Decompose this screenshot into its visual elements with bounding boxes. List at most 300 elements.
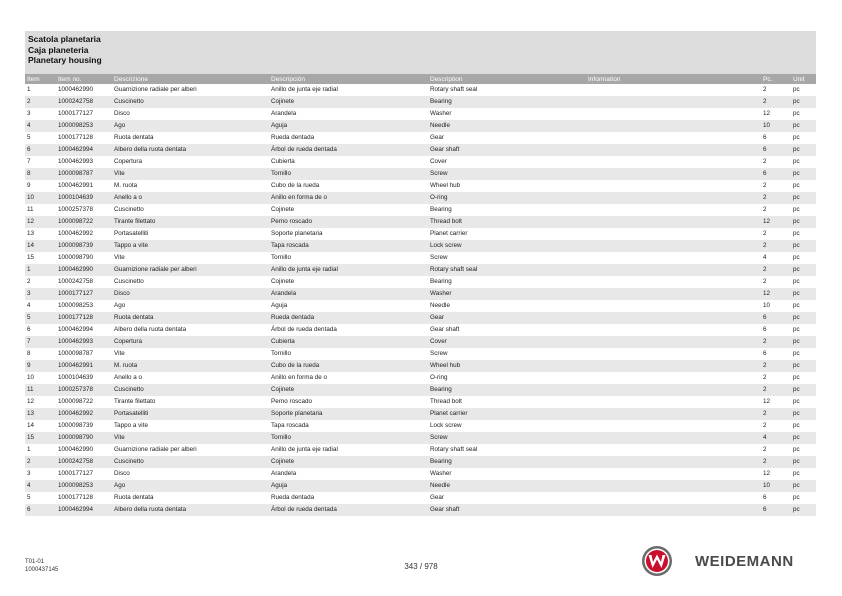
cell-description: Planet carrier [428,408,586,420]
table-row [25,360,816,372]
cell-pc: 2 [761,96,791,108]
cell-information [586,276,761,288]
cell-pc: 6 [763,350,767,357]
cell-descripcion: Tapa roscada [269,240,428,252]
cell-descrizione: Copertura [114,158,143,165]
cell-unit: pc [793,350,800,357]
cell-descrizione: Disco [114,470,130,477]
cell-descrizione: Vite [112,168,269,180]
cell-pc: 2 [763,374,767,381]
cell-description: Needle [428,120,586,132]
document-code-line1: T01-01 [25,559,45,565]
cell-descripcion: Perno roscado [269,216,428,228]
cell-unit: pc [793,302,800,309]
title-italian: Scatola planetaria [28,34,101,44]
cell-unit: pc [791,336,816,348]
cell-unit: pc [793,494,800,501]
cell-item-no: 1000177128 [56,312,112,324]
cell-pc: 2 [763,422,767,429]
cell-item-no: 1000098253 [56,120,112,132]
cell-pc: 2 [761,336,791,348]
cell-item: 1 [27,446,31,453]
cell-item: 8 [27,350,31,357]
cell-item-no: 1000098790 [56,432,112,444]
cell-pc: 10 [761,120,791,132]
cell-descrizione: Portasatelliti [112,408,269,420]
cell-item-no: 1000098722 [58,398,94,405]
cell-descripcion: Anillo en forma de o [271,374,328,381]
cell-description: Rotary shaft seal [428,264,586,276]
cell-information [586,252,761,264]
cell-descripcion: Tapa roscada [271,422,309,429]
cell-item-no: 1000177128 [58,134,94,141]
cell-information [586,84,761,96]
cell-description: Bearing [428,384,586,396]
title-spanish: Caja planeteria [28,44,89,55]
cell-item: 15 [27,254,35,261]
parts-table [25,74,816,516]
table-body [25,84,816,516]
cell-descripcion: Cubierta [269,336,428,348]
cell-descrizione: Albero della ruota dentata [112,504,269,516]
cell-descripcion: Cojinete [271,278,295,285]
cell-descrizione: Anello a o [112,192,269,204]
cell-unit: pc [791,264,816,276]
cell-information [586,336,761,348]
cell-descrizione: M. ruota [112,360,269,372]
cell-item: 1 [25,264,56,276]
cell-unit: pc [791,192,816,204]
cell-unit: pc [793,110,800,117]
table-row [25,264,816,276]
cell-item-no: 1000257378 [56,384,112,396]
cell-description: Bearing [430,206,452,213]
cell-unit: pc [791,240,816,252]
cell-unit: pc [793,326,800,333]
cell-item-no: 1000462992 [56,408,112,420]
cell-unit: pc [793,134,800,141]
cell-descripcion: Anillo de junta eje radial [271,446,338,453]
cell-information [586,228,761,240]
col-header-item: Item [25,74,56,84]
page-number: 343 / 978 [404,562,438,571]
cell-descrizione: M. ruota [114,182,138,189]
cell-descripcion: Cojinete [269,456,428,468]
table-row [25,468,816,480]
cell-description: Cover [430,158,447,165]
cell-description: Wheel hub [430,182,461,189]
table-row [25,156,816,168]
cell-unit: pc [793,446,800,453]
cell-descripcion: Arandela [271,470,297,477]
cell-item-no: 1000462990 [56,264,112,276]
cell-pc: 6 [763,494,767,501]
title-english: Planetary housing [28,55,102,65]
cell-information [586,144,761,156]
table-row [25,456,816,468]
cell-descrizione: Albero della ruota dentata [112,144,269,156]
cell-item-no: 1000242758 [56,96,112,108]
cell-descripcion: Cubo de la rueda [271,182,320,189]
cell-description: Screw [428,432,586,444]
table-row [25,120,816,132]
table-row [25,396,816,408]
cell-description: Screw [430,254,448,261]
cell-pc: 2 [761,384,791,396]
cell-item-no: 1000098253 [58,302,94,309]
cell-pc: 10 [761,480,791,492]
cell-descrizione: Disco [112,288,269,300]
cell-pc: 2 [761,192,791,204]
cell-description: Washer [430,110,452,117]
cell-descrizione: Ago [112,480,269,492]
cell-description: Cover [428,336,586,348]
cell-item: 4 [25,480,56,492]
cell-unit: pc [793,230,800,237]
document-code-line2: 1000437145 [25,566,59,573]
cell-item-no: 1000098739 [58,422,94,429]
cell-item-no: 1000462994 [56,144,112,156]
cell-descrizione: Cuscinetto [114,278,144,285]
cell-information [586,372,761,384]
cell-unit: pc [791,288,816,300]
cell-information [586,156,761,168]
col-header-item-no: Item no. [56,74,112,84]
table-row [25,276,816,288]
cell-description: O-ring [430,374,448,381]
cell-descripcion: Rueda dentada [269,312,428,324]
table-row [25,252,816,264]
cell-item: 15 [25,432,56,444]
cell-pc: 12 [763,470,771,477]
cell-item: 10 [27,374,35,381]
cell-descrizione: Cuscinetto [114,206,144,213]
col-header-information: Information [586,74,761,84]
cell-unit: pc [791,432,816,444]
cell-unit: pc [791,480,816,492]
table-row [25,420,816,432]
cell-descripcion: Cojinete [271,206,295,213]
cell-pc: 2 [763,182,767,189]
cell-pc: 2 [761,360,791,372]
table-row [25,96,816,108]
cell-descripcion: Árbol de rueda dentada [269,504,428,516]
cell-descrizione: Ruota dentata [114,494,154,501]
cell-information [586,324,761,336]
cell-item-no: 1000104639 [58,374,94,381]
cell-item-no: 1000098787 [58,350,94,357]
cell-item: 5 [25,312,56,324]
cell-information [586,492,761,504]
cell-unit: pc [793,206,800,213]
cell-descrizione: Tappo a vite [114,422,148,429]
table-row [25,348,816,360]
cell-descrizione: Ago [112,120,269,132]
cell-descripcion: Arandela [271,110,297,117]
cell-item-no: 1000177127 [58,470,94,477]
cell-item: 12 [25,216,56,228]
title-block [25,31,816,74]
cell-descripcion: Aguja [269,120,428,132]
table-row [25,312,816,324]
cell-pc: 12 [761,288,791,300]
cell-item-no: 1000242758 [56,456,112,468]
cell-information [586,204,761,216]
col-header-descrizione: Descrizione [112,74,269,84]
cell-description: O-ring [428,192,586,204]
cell-pc: 6 [761,504,791,516]
cell-description: Gear shaft [430,326,460,333]
cell-descripcion: Soporte planetaria [269,408,428,420]
cell-item-no: 1000098722 [56,216,112,228]
cell-description: Needle [430,302,450,309]
cell-description: Washer [428,288,586,300]
cell-item: 2 [25,456,56,468]
table-row [25,108,816,120]
cell-item: 11 [25,384,56,396]
cell-pc: 2 [761,240,791,252]
cell-description: Bearing [428,96,586,108]
cell-information [586,420,761,432]
cell-item-no: 1000242758 [58,278,94,285]
cell-item: 5 [27,494,31,501]
cell-item: 8 [25,168,56,180]
table-row [25,324,816,336]
table-row [25,300,816,312]
cell-description: Bearing [428,456,586,468]
cell-item-no: 1000462993 [56,336,112,348]
table-row [25,192,816,204]
table-row [25,480,816,492]
col-header-pc: Pc. [761,74,791,84]
cell-description: Washer [430,470,452,477]
cell-description: Gear [430,494,444,501]
cell-descrizione: Vite [112,432,269,444]
cell-item: 3 [27,110,31,117]
cell-descrizione: Tirante filettato [112,216,269,228]
table-row [25,228,816,240]
cell-descripcion: Perno roscado [271,398,312,405]
cell-item: 3 [25,288,56,300]
cell-information [586,360,761,372]
cell-item: 4 [27,302,31,309]
cell-descripcion: Tornillo [269,168,428,180]
cell-descripcion: Tornillo [269,432,428,444]
cell-item: 14 [27,422,35,429]
cell-item: 7 [27,158,31,165]
cell-information [586,432,761,444]
cell-descripcion: Aguja [271,302,288,309]
weidemann-logo [641,545,817,577]
brand-name: WEIDEMANN [695,553,794,570]
cell-item-no: 1000462990 [58,446,94,453]
cell-item: 6 [25,144,56,156]
table-row [25,372,816,384]
cell-descrizione: Ruota dentata [114,134,154,141]
cell-item: 11 [27,206,34,213]
cell-unit: pc [793,398,800,405]
cell-descrizione: Cuscinetto [112,96,269,108]
cell-pc: 2 [763,206,767,213]
table-row [25,240,816,252]
col-header-description: Description [428,74,586,84]
cell-information [586,480,761,492]
table-row [25,432,816,444]
cell-item-no: 1000462992 [58,230,94,237]
cell-information [586,348,761,360]
cell-descripcion: Cubo de la rueda [269,360,428,372]
cell-descripcion: Anillo de junta eje radial [269,264,428,276]
cell-pc: 6 [761,144,791,156]
cell-information [586,264,761,276]
cell-pc: 2 [763,230,767,237]
cell-pc: 6 [761,312,791,324]
cell-information [586,312,761,324]
cell-unit: pc [791,168,816,180]
cell-descrizione: Vite [114,350,125,357]
cell-unit: pc [793,158,800,165]
weidemann-w-logo-icon [641,545,673,577]
cell-item: 3 [27,470,31,477]
table-row [25,444,816,456]
cell-item: 5 [27,134,31,141]
cell-description: Rotary shaft seal [430,446,478,453]
cell-unit: pc [793,470,800,477]
cell-descrizione: Anello a o [114,374,143,381]
cell-description: Bearing [430,278,452,285]
cell-description: Gear [428,312,586,324]
cell-information [586,300,761,312]
cell-information [586,288,761,300]
cell-description: Thread bolt [428,216,586,228]
cell-description: Lock screw [430,422,462,429]
cell-pc: 4 [763,254,767,261]
cell-item-no: 1000098787 [56,168,112,180]
cell-item-no: 1000177128 [58,494,94,501]
cell-description: Gear shaft [428,504,586,516]
cell-unit: pc [791,144,816,156]
cell-pc: 2 [761,456,791,468]
cell-item: 13 [27,230,35,237]
cell-item-no: 1000462994 [58,326,94,333]
cell-item-no: 1000462991 [58,182,94,189]
table-row [25,132,816,144]
cell-pc: 2 [761,264,791,276]
cell-descrizione: Tappo a vite [112,240,269,252]
cell-descripcion: Anillo de junta eje radial [271,86,338,93]
cell-unit: pc [791,120,816,132]
table-row [25,216,816,228]
cell-item: 6 [27,326,31,333]
cell-description: Thread bolt [430,398,462,405]
cell-descripcion: Cojinete [269,96,428,108]
cell-descripcion: Cubierta [271,158,295,165]
cell-descripcion: Rueda dentada [271,134,315,141]
table-row [25,504,816,516]
cell-description: Wheel hub [428,360,586,372]
cell-unit: pc [793,254,800,261]
cell-pc: 2 [763,158,767,165]
cell-descrizione: Ago [114,302,126,309]
cell-descripcion: Rueda dentada [271,494,315,501]
cell-information [586,444,761,456]
cell-descripcion: Tornillo [271,350,291,357]
cell-item-no: 1000257378 [58,206,94,213]
cell-descrizione: Guarnizione radiale per alberi [114,446,197,453]
cell-descripcion: Arandela [269,288,428,300]
cell-description: Screw [430,350,448,357]
cell-information [586,408,761,420]
cell-unit: pc [791,504,816,516]
table-row [25,384,816,396]
cell-descrizione: Guarnizione radiale per alberi [114,86,197,93]
cell-information [586,396,761,408]
cell-pc: 6 [763,326,767,333]
cell-description: Needle [428,480,586,492]
cell-description: Rotary shaft seal [430,86,478,93]
cell-descrizione: Disco [114,110,130,117]
cell-information [586,132,761,144]
cell-descrizione: Ruota dentata [112,312,269,324]
cell-unit: pc [791,360,816,372]
table-row [25,336,816,348]
cell-descrizione: Portasatelliti [114,230,149,237]
cell-information [586,168,761,180]
cell-unit: pc [793,182,800,189]
cell-pc: 2 [763,278,767,285]
cell-description: Lock screw [428,240,586,252]
cell-unit: pc [793,86,800,93]
cell-item: 9 [25,360,56,372]
cell-information [586,456,761,468]
cell-information [586,120,761,132]
cell-item-no: 1000098790 [58,254,94,261]
cell-descripcion: Cojinete [269,384,428,396]
cell-pc: 6 [763,134,767,141]
cell-item: 13 [25,408,56,420]
cell-descrizione: Tirante filettato [114,398,156,405]
table-row [25,204,816,216]
cell-unit: pc [793,278,800,285]
table-row [25,144,816,156]
cell-descrizione: Guarnizione radiale per alberi [112,264,269,276]
cell-item: 2 [27,278,31,285]
table-row [25,84,816,96]
cell-item-no: 1000462993 [58,158,94,165]
cell-information [586,180,761,192]
cell-unit: pc [791,408,816,420]
cell-item-no: 1000177127 [56,288,112,300]
table-row [25,180,816,192]
cell-descrizione: Vite [114,254,125,261]
cell-item-no: 1000462990 [58,86,94,93]
cell-descripcion: Anillo en forma de o [269,192,428,204]
cell-description: Gear [430,134,444,141]
cell-descripcion: Tornillo [271,254,291,261]
col-header-descripcion: Descripción [269,74,428,84]
cell-unit: pc [791,96,816,108]
table-row [25,288,816,300]
cell-description: Planet carrier [430,230,468,237]
table-header-row [25,74,816,84]
table-row [25,492,816,504]
cell-descripcion: Soporte planetaria [271,230,323,237]
cell-information [586,96,761,108]
table-row [25,408,816,420]
cell-item-no: 1000462994 [56,504,112,516]
cell-pc: 4 [761,432,791,444]
cell-descrizione: Cuscinetto [112,384,269,396]
